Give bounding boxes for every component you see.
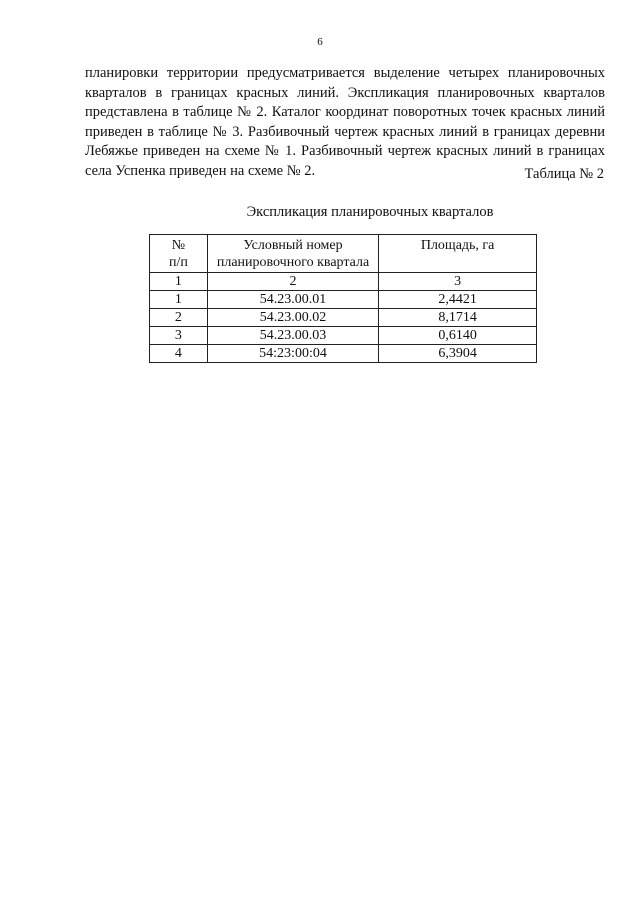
- row-number-cell: 4: [150, 345, 208, 363]
- quarter-number-cell: 54.23.00.03: [207, 327, 378, 345]
- quarter-number-cell: 54.23.00.02: [207, 309, 378, 327]
- header-quarter-number: [207, 235, 378, 273]
- header-area-line1: Площадь, га: [420, 238, 495, 253]
- quarter-number-cell: 54:23:00:04: [207, 345, 378, 363]
- header-row-number: [150, 235, 208, 273]
- area-cell: 0,6140: [379, 327, 537, 345]
- quarter-number-cell: 54.23.00.01: [207, 291, 378, 309]
- header-area: [379, 235, 537, 273]
- header-quarter-number-line1: Условный номер: [243, 238, 343, 253]
- header-row-number-line1: №: [171, 238, 186, 253]
- row-number-cell: 3: [150, 327, 208, 345]
- explication-table: [149, 234, 537, 363]
- page-number: 6: [317, 36, 323, 48]
- column-number-row: [150, 273, 537, 291]
- row-number-cell: 2: [150, 309, 208, 327]
- area-cell: 6,3904: [379, 345, 537, 363]
- header-quarter-number-line2: планировочного квартала: [216, 255, 370, 270]
- table-header-row: [150, 235, 537, 273]
- column-number-cell: 3: [379, 273, 537, 291]
- table-row: [150, 309, 537, 327]
- column-number-cell: 1: [150, 273, 208, 291]
- area-cell: 8,1714: [379, 309, 537, 327]
- area-cell: 2,4421: [379, 291, 537, 309]
- table-row: [150, 345, 537, 363]
- row-number-cell: 1: [150, 291, 208, 309]
- table-label: Таблица № 2: [524, 166, 604, 182]
- table-row: [150, 327, 537, 345]
- table-row: [150, 291, 537, 309]
- column-number-cell: 2: [207, 273, 378, 291]
- header-row-number-line2: п/п: [168, 255, 188, 270]
- table-caption: Экспликация планировочных кварталов: [246, 204, 494, 220]
- body-paragraph: планировки территории предусматривается выделение четырех планировочных кварталов в границах красных линий. Экспликация планировочных кварталов представлена в таблице № 2. Каталог координат поворотных точек красных линий приведен в таблице № 3. Разбивочный чертеж красных линий в границах деревни Лебяжье приведен на схеме № 1. Разбивочный чертеж красных линий в границах села Успенка приведен на схеме № 2.: [85, 65, 605, 179]
